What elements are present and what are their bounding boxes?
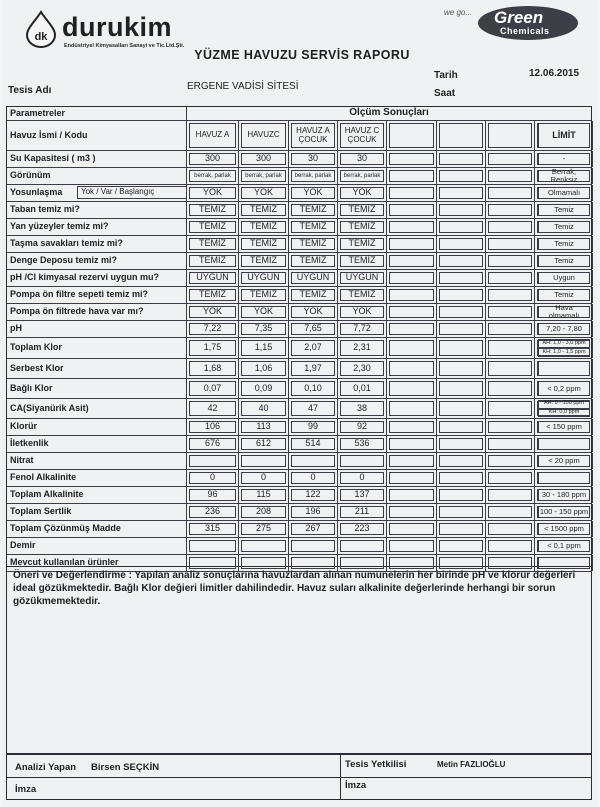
value-cell: berrak, parlak xyxy=(291,170,335,182)
value-cell xyxy=(488,238,532,250)
pool-name-cell: HAVUZ A ÇOCUK xyxy=(291,123,335,148)
value-cell xyxy=(241,455,286,467)
authority-name: Metin FAZLIOĞLU xyxy=(437,760,506,769)
value-cell: 1,75 xyxy=(189,340,236,356)
limit-value xyxy=(538,438,590,450)
date-label: Tarih xyxy=(434,70,458,81)
pool-name-cell: HAVUZ A xyxy=(189,123,236,148)
value-cell: UYGUN xyxy=(291,272,335,284)
value-cell: TEMİZ xyxy=(291,238,335,250)
limit-value xyxy=(538,472,590,484)
value-cell: 122 xyxy=(291,489,335,501)
value-cell xyxy=(389,361,434,376)
table-row xyxy=(7,487,591,504)
value-cell xyxy=(439,361,483,376)
value-cell xyxy=(439,401,483,416)
param-label: İletkenlik xyxy=(10,438,49,449)
value-cell: 7,35 xyxy=(241,323,286,335)
value-cell: UYGUN xyxy=(189,272,236,284)
value-cell: YOK xyxy=(189,306,236,318)
partner-tagline: we go... xyxy=(444,8,473,17)
value-cell xyxy=(488,306,532,318)
table-row xyxy=(7,202,591,219)
value-cell xyxy=(488,361,532,376)
value-cell: TEMİZ xyxy=(340,255,384,267)
param-label: Toplam Klor xyxy=(10,342,62,353)
value-cell: 1,06 xyxy=(241,361,286,376)
measurement-table xyxy=(6,106,592,567)
value-cell xyxy=(389,170,434,182)
value-cell xyxy=(389,523,434,535)
value-cell xyxy=(439,153,483,165)
table-row xyxy=(7,304,591,321)
table-row xyxy=(7,321,591,338)
value-cell: 7,72 xyxy=(340,323,384,335)
value-cell xyxy=(389,472,434,484)
limit-value-secondary: KH: 0,0 ppm xyxy=(538,409,590,418)
value-cell xyxy=(488,340,532,356)
value-cell xyxy=(389,306,434,318)
value-cell: 106 xyxy=(189,421,236,433)
limit-value: Uygun xyxy=(538,272,590,284)
param-label: Pompa ön filtre sepeti temiz mi? xyxy=(10,289,149,300)
brand-subtitle: Endüstriyel Kimyasalları Sanayi ve Tic.Ltd.Şti. xyxy=(64,43,185,49)
value-cell: 0 xyxy=(241,472,286,484)
param-label: Yosunlaşma xyxy=(10,187,63,198)
value-cell xyxy=(340,540,384,552)
param-label: CA(Siyanürik Asit) xyxy=(10,402,89,413)
value-cell: 208 xyxy=(241,506,286,518)
value-cell: TEMİZ xyxy=(189,238,236,250)
pool-name-cell: HAVUZC xyxy=(241,123,286,148)
value-cell xyxy=(389,381,434,396)
value-cell xyxy=(389,187,434,199)
green-chemicals-logo xyxy=(442,4,582,44)
value-cell xyxy=(389,153,434,165)
value-cell: 115 xyxy=(241,489,286,501)
value-cell: TEMİZ xyxy=(241,289,286,301)
value-cell: YOK xyxy=(189,187,236,199)
value-cell: 2,31 xyxy=(340,340,384,356)
table-header-row xyxy=(7,107,591,121)
value-cell xyxy=(439,455,483,467)
param-label: Yan yüzeyler temiz mi? xyxy=(10,221,109,232)
value-cell: YOK xyxy=(241,306,286,318)
value-cell xyxy=(439,187,483,199)
value-cell: TEMİZ xyxy=(340,238,384,250)
param-label: Su Kapasitesi ( m3 ) xyxy=(10,153,96,164)
value-cell: 676 xyxy=(189,438,236,450)
value-cell xyxy=(439,221,483,233)
limit-header: LİMİT xyxy=(538,123,590,148)
pool-label: Havuz İsmi / Kodu xyxy=(7,121,187,150)
value-cell xyxy=(488,472,532,484)
value-cell xyxy=(439,204,483,216)
value-cell xyxy=(389,455,434,467)
value-cell xyxy=(389,272,434,284)
value-cell: YOK xyxy=(340,306,384,318)
pool-name-cell: HAVUZ C ÇOCUK xyxy=(340,123,384,148)
logo-drop-icon xyxy=(22,10,60,48)
value-cell: 0,10 xyxy=(291,381,335,396)
param-label: Toplam Alkalinite xyxy=(10,489,84,500)
param-label: Fenol Alkalinite xyxy=(10,472,77,483)
value-cell: 30 xyxy=(340,153,384,165)
value-cell: 30 xyxy=(291,153,335,165)
value-cell: TEMİZ xyxy=(340,204,384,216)
value-cell xyxy=(439,289,483,301)
value-cell: 92 xyxy=(340,421,384,433)
param-label: Denge Deposu temiz mi? xyxy=(10,255,118,266)
value-cell: YOK xyxy=(291,306,335,318)
value-cell xyxy=(241,540,286,552)
limit-value-secondary: KH: 1,0 - 1,5 ppm xyxy=(538,348,590,357)
table-row xyxy=(7,470,591,487)
value-cell: TEMİZ xyxy=(241,221,286,233)
table-row xyxy=(7,287,591,304)
value-cell xyxy=(389,489,434,501)
value-cell xyxy=(389,323,434,335)
value-cell: TEMİZ xyxy=(291,255,335,267)
value-cell xyxy=(439,523,483,535)
table-row xyxy=(7,379,591,399)
value-cell xyxy=(439,381,483,396)
value-cell xyxy=(439,438,483,450)
pool-name-cell xyxy=(439,123,483,148)
limit-value xyxy=(538,361,590,376)
value-cell xyxy=(439,340,483,356)
value-cell: 47 xyxy=(291,401,335,416)
value-cell xyxy=(488,153,532,165)
limit-value: 30 - 180 ppm xyxy=(538,489,590,501)
value-cell: 96 xyxy=(189,489,236,501)
table-row xyxy=(7,453,591,470)
value-cell xyxy=(389,340,434,356)
value-cell: TEMİZ xyxy=(291,221,335,233)
table-row xyxy=(7,219,591,236)
value-cell: YOK xyxy=(291,187,335,199)
table-row xyxy=(7,399,591,419)
value-cell: TEMİZ xyxy=(291,289,335,301)
value-cell: TEMİZ xyxy=(291,204,335,216)
value-cell xyxy=(488,401,532,416)
param-label: Mevcut kullanılan ürünler xyxy=(10,557,119,568)
value-cell xyxy=(488,455,532,467)
value-cell xyxy=(488,438,532,450)
table-row xyxy=(7,151,591,168)
value-cell xyxy=(488,255,532,267)
value-cell xyxy=(389,238,434,250)
value-cell xyxy=(389,506,434,518)
value-cell: TEMİZ xyxy=(189,289,236,301)
value-cell: 1,15 xyxy=(241,340,286,356)
table-row xyxy=(7,236,591,253)
value-cell xyxy=(389,255,434,267)
value-cell xyxy=(189,540,236,552)
comments-label: Öneri ve Değerlendirme : xyxy=(13,570,132,581)
analyst-name: Birsen SEÇKİN xyxy=(91,762,160,773)
table-row xyxy=(7,270,591,287)
value-cell xyxy=(439,472,483,484)
param-label: Taban temiz mi? xyxy=(10,204,80,215)
value-cell: 612 xyxy=(241,438,286,450)
value-cell: 99 xyxy=(291,421,335,433)
table-row xyxy=(7,338,591,359)
value-cell xyxy=(291,540,335,552)
value-cell: 196 xyxy=(291,506,335,518)
limit-value: 7,20 - 7,80 xyxy=(538,323,590,335)
value-cell xyxy=(488,381,532,396)
value-cell xyxy=(389,401,434,416)
limit-value: - xyxy=(538,153,590,165)
value-cell: 0,01 xyxy=(340,381,384,396)
value-cell: berrak, parlak xyxy=(189,170,236,182)
partner-line2: Chemicals xyxy=(500,26,550,36)
value-cell: TEMİZ xyxy=(241,238,286,250)
value-cell xyxy=(439,540,483,552)
partner-line1: Green xyxy=(494,8,544,27)
value-cell: TEMİZ xyxy=(189,221,236,233)
param-label: Klorür xyxy=(10,421,37,432)
param-label: Toplam Çözünmüş Madde xyxy=(10,523,121,534)
value-cell: 300 xyxy=(189,153,236,165)
limit-value: Temiz xyxy=(538,289,590,301)
value-cell: 2,30 xyxy=(340,361,384,376)
param-label: Bağlı Klor xyxy=(10,382,53,393)
value-cell: 7,65 xyxy=(291,323,335,335)
limit-value: Hava olmamalı xyxy=(538,306,590,318)
params-header: Parametreler xyxy=(7,107,187,120)
param-label: Nitrat xyxy=(10,455,34,466)
report-sheet xyxy=(2,0,598,807)
limit-value: AH: 0 - 100 ppm xyxy=(538,400,590,409)
authority-signature-label: İmza xyxy=(345,780,367,791)
value-cell xyxy=(439,170,483,182)
value-cell xyxy=(439,272,483,284)
pool-name-cell xyxy=(389,123,434,148)
param-label: Toplam Sertlik xyxy=(10,506,72,517)
value-cell xyxy=(439,421,483,433)
value-cell: TEMİZ xyxy=(241,255,286,267)
value-cell: YOK xyxy=(241,187,286,199)
value-cell: 137 xyxy=(340,489,384,501)
limit-value: AH: 1,0 - 3,0 ppm xyxy=(538,339,590,348)
value-cell xyxy=(439,506,483,518)
value-cell: 113 xyxy=(241,421,286,433)
limit-value: Temiz xyxy=(538,204,590,216)
param-label: Pompa ön filtrede hava var mı? xyxy=(10,306,144,317)
limit-value: < 1500 ppm xyxy=(538,523,590,535)
limit-value: Berrak, Renksiz xyxy=(538,170,590,182)
value-cell xyxy=(488,204,532,216)
value-cell xyxy=(488,289,532,301)
value-cell: 236 xyxy=(189,506,236,518)
value-cell xyxy=(439,323,483,335)
analyst-label: Analizi Yapan xyxy=(15,762,77,773)
value-cell: 275 xyxy=(241,523,286,535)
pool-name-cell xyxy=(488,123,532,148)
table-row xyxy=(7,436,591,453)
value-cell xyxy=(488,221,532,233)
value-cell xyxy=(488,523,532,535)
value-cell: 7,22 xyxy=(189,323,236,335)
time-label: Saat xyxy=(434,88,456,99)
value-cell: TEMİZ xyxy=(340,289,384,301)
value-cell xyxy=(389,438,434,450)
value-cell: 211 xyxy=(340,506,384,518)
value-cell xyxy=(439,255,483,267)
value-cell xyxy=(389,540,434,552)
table-row xyxy=(7,538,591,555)
value-cell xyxy=(488,506,532,518)
limit-value: Temiz xyxy=(538,255,590,267)
value-cell: 300 xyxy=(241,153,286,165)
value-cell xyxy=(439,238,483,250)
value-cell xyxy=(488,421,532,433)
value-cell xyxy=(488,540,532,552)
value-cell: 0 xyxy=(340,472,384,484)
value-cell xyxy=(488,489,532,501)
pool-name-row xyxy=(7,121,591,151)
value-cell: 1,68 xyxy=(189,361,236,376)
value-cell: 0,09 xyxy=(241,381,286,396)
facility-label: Tesis Adı xyxy=(8,85,52,96)
value-cell xyxy=(340,455,384,467)
limit-value: Temiz xyxy=(538,221,590,233)
value-cell xyxy=(488,272,532,284)
param-label: Görünüm xyxy=(10,170,51,181)
footer-hline xyxy=(7,777,591,778)
table-row xyxy=(7,504,591,521)
param-label: pH /Cl kimyasal rezervi uygun mu? xyxy=(10,272,160,283)
value-cell: 514 xyxy=(291,438,335,450)
value-cell: 42 xyxy=(189,401,236,416)
date-value: 12.06.2015 xyxy=(529,68,580,79)
value-cell: 2,07 xyxy=(291,340,335,356)
value-cell: 40 xyxy=(241,401,286,416)
limit-value: < 0,1 ppm xyxy=(538,540,590,552)
value-cell: UYGUN xyxy=(340,272,384,284)
limit-value: Olmamalı xyxy=(538,187,590,199)
option-box: Yok / Var / Başlangıç xyxy=(77,186,187,199)
param-label: pH xyxy=(10,323,22,334)
limit-value: < 20 ppm xyxy=(538,455,590,467)
value-cell xyxy=(488,170,532,182)
value-cell: 38 xyxy=(340,401,384,416)
value-cell xyxy=(439,306,483,318)
durukim-logo xyxy=(22,10,212,52)
limit-value: Temiz xyxy=(538,238,590,250)
value-cell: YOK xyxy=(340,187,384,199)
limit-value: 100 - 150 ppm xyxy=(539,507,589,517)
value-cell: 536 xyxy=(340,438,384,450)
value-cell: TEMİZ xyxy=(189,255,236,267)
signature-footer xyxy=(6,754,592,800)
value-cell: TEMİZ xyxy=(241,204,286,216)
table-row xyxy=(7,185,591,202)
comments-section xyxy=(6,566,592,754)
table-row xyxy=(7,253,591,270)
value-cell xyxy=(389,221,434,233)
value-cell: berrak, parlak xyxy=(241,170,286,182)
value-cell: TEMİZ xyxy=(189,204,236,216)
value-cell xyxy=(439,489,483,501)
limit-value: < 150 ppm xyxy=(538,421,590,433)
param-label: Taşma savakları temiz mi? xyxy=(10,238,123,249)
report-title: YÜZME HAVUZU SERVİS RAPORU xyxy=(194,48,410,62)
analyst-signature-label: İmza xyxy=(15,784,37,795)
value-cell: 0 xyxy=(291,472,335,484)
value-cell xyxy=(291,455,335,467)
param-label: Demir xyxy=(10,540,36,551)
limit-value: < 0,2 ppm xyxy=(538,381,590,396)
comments-text: Yapılan analiz sonuçlarına havuzlardan alınan numunelerin her birinde pH ve klörür değerleri ideal gözükmektedir. Bağlı Klor değieri limitler dahilindedir. Havuz suları alkalinite değerlerinde herhangi bir sorun gözükmemektedir. xyxy=(13,570,576,607)
value-cell: UYGUN xyxy=(241,272,286,284)
table-row xyxy=(7,419,591,436)
value-cell xyxy=(389,421,434,433)
logo-mark-text: dk xyxy=(34,31,48,43)
value-cell: 0 xyxy=(189,472,236,484)
value-cell xyxy=(488,187,532,199)
value-cell xyxy=(189,455,236,467)
value-cell: 267 xyxy=(291,523,335,535)
results-header: Ölçüm Sonuçları xyxy=(349,107,429,119)
value-cell: berrak, parlak xyxy=(340,170,384,182)
brand-name: durukim xyxy=(62,12,173,42)
authority-label: Tesis Yetkilisi xyxy=(345,759,407,770)
value-cell: 315 xyxy=(189,523,236,535)
table-row xyxy=(7,521,591,538)
value-cell: 0,07 xyxy=(189,381,236,396)
facility-value: ERGENE VADİSİ SİTESİ xyxy=(187,81,299,92)
value-cell xyxy=(488,323,532,335)
table-row xyxy=(7,168,591,185)
value-cell xyxy=(389,289,434,301)
param-label: Serbest Klor xyxy=(10,362,64,373)
table-row xyxy=(7,359,591,379)
value-cell: 1,97 xyxy=(291,361,335,376)
value-cell: 223 xyxy=(340,523,384,535)
value-cell: TEMİZ xyxy=(340,221,384,233)
value-cell xyxy=(389,204,434,216)
